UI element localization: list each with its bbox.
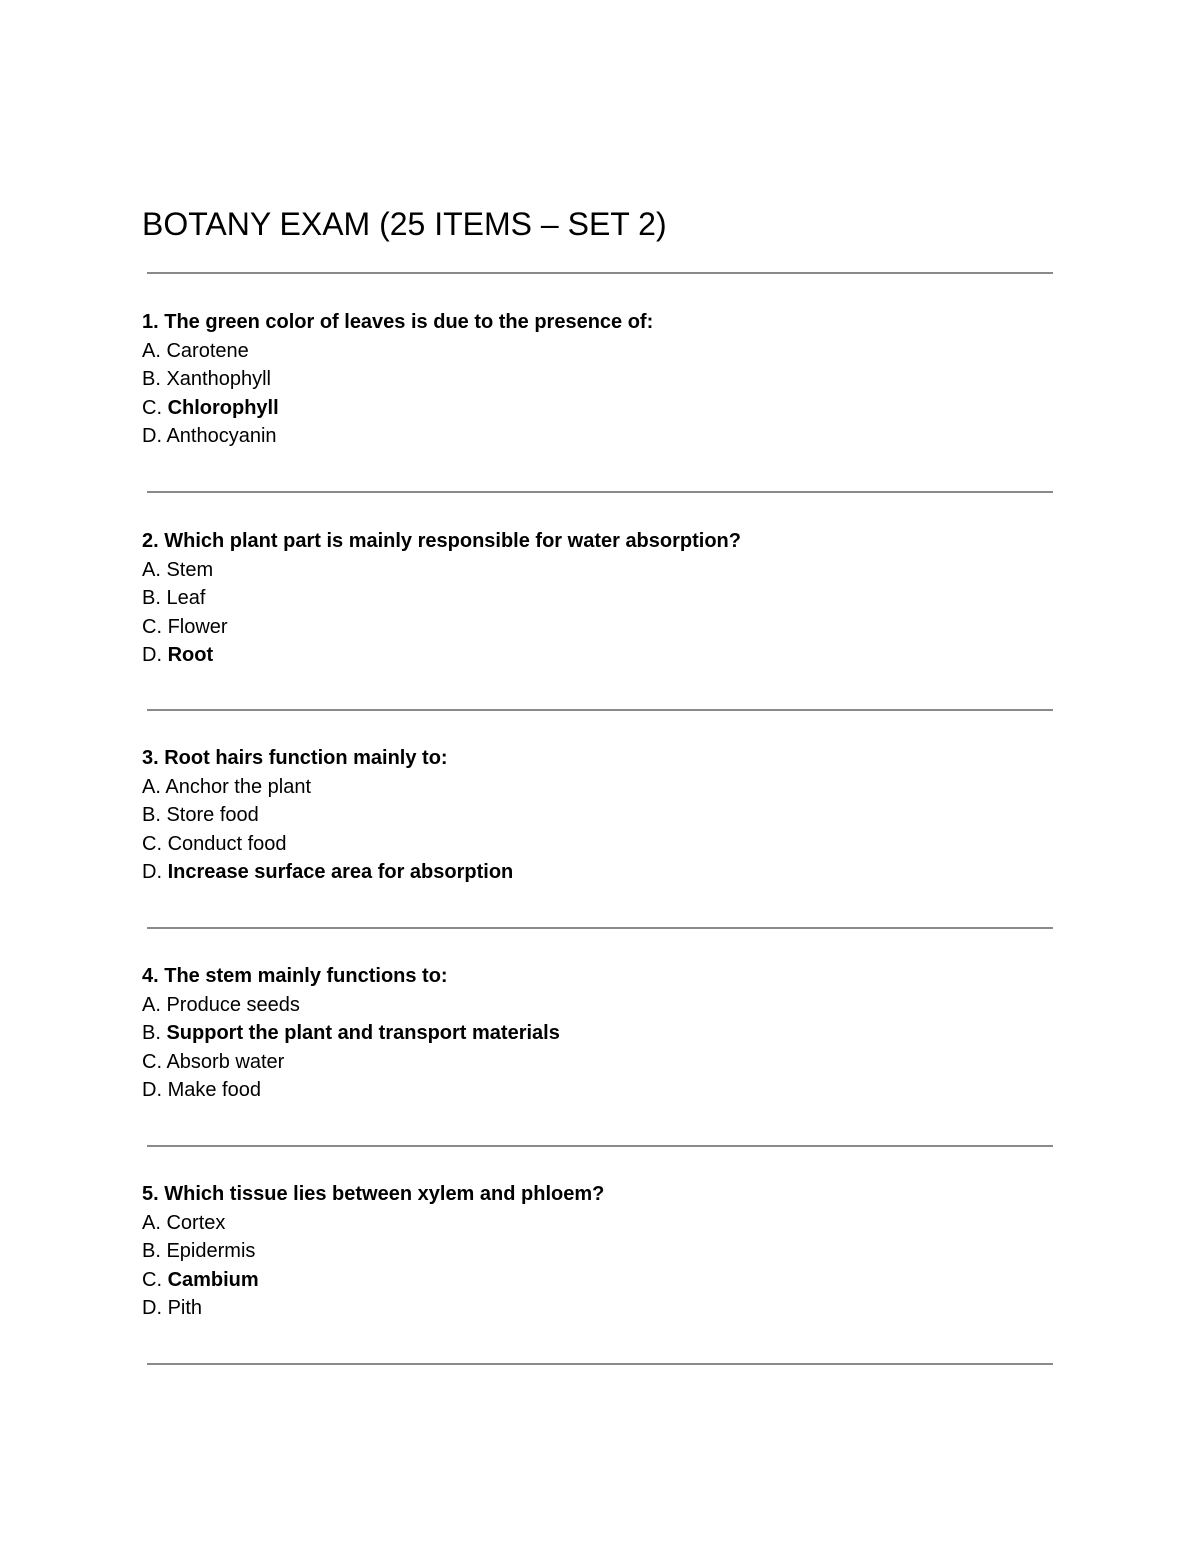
option-letter: D. bbox=[142, 1297, 162, 1320]
option-d-correct-answer bbox=[142, 858, 1082, 887]
question-3 bbox=[142, 744, 1082, 887]
option-letter: C. bbox=[142, 832, 162, 855]
option-letter: C. bbox=[142, 1268, 162, 1291]
option-text: Stem bbox=[166, 558, 214, 581]
option-d-correct-answer bbox=[142, 641, 1082, 670]
question-1 bbox=[142, 308, 1082, 451]
question-stem: 2. Which plant part is mainly responsible for water absorption? bbox=[142, 530, 741, 552]
option-letter: D. bbox=[142, 425, 162, 448]
option-letter: D. bbox=[142, 644, 162, 667]
option-text: Flower bbox=[167, 615, 228, 638]
option-letter: B. bbox=[142, 587, 161, 610]
option-c bbox=[142, 613, 1082, 642]
option-a bbox=[142, 556, 1082, 585]
option-a bbox=[142, 1209, 1082, 1238]
option-letter: D. bbox=[142, 861, 162, 884]
option-b-correct-answer bbox=[142, 1019, 1082, 1048]
question-stem: 3. Root hairs function mainly to: bbox=[142, 747, 448, 769]
option-letter: C. bbox=[142, 1050, 162, 1073]
option-a bbox=[142, 337, 1082, 366]
option-b bbox=[142, 365, 1082, 394]
option-b bbox=[142, 584, 1082, 613]
option-text: Increase surface area for absorption bbox=[167, 861, 514, 884]
option-text: Carotene bbox=[166, 339, 249, 362]
option-b bbox=[142, 1237, 1082, 1266]
option-letter: B. bbox=[142, 1022, 161, 1045]
option-text: Cambium bbox=[167, 1268, 259, 1291]
option-c-correct-answer bbox=[142, 394, 1082, 423]
option-c bbox=[142, 830, 1082, 859]
option-c bbox=[142, 1048, 1082, 1077]
question-5 bbox=[142, 1180, 1082, 1323]
option-letter: A. bbox=[142, 558, 161, 581]
answer-options bbox=[142, 1209, 1082, 1323]
option-text: Leaf bbox=[166, 587, 206, 610]
option-letter: B. bbox=[142, 804, 161, 827]
option-text: Absorb water bbox=[166, 1050, 285, 1073]
question-stem: 4. The stem mainly functions to: bbox=[142, 965, 448, 987]
answer-options bbox=[142, 773, 1082, 887]
answer-options bbox=[142, 991, 1082, 1105]
option-d bbox=[142, 422, 1082, 451]
divider bbox=[147, 927, 1053, 929]
option-text: Support the plant and transport materials bbox=[166, 1022, 560, 1045]
option-text: Anchor the plant bbox=[165, 775, 312, 798]
option-letter: C. bbox=[142, 615, 162, 638]
option-letter: A. bbox=[142, 775, 161, 798]
divider bbox=[147, 491, 1053, 493]
divider bbox=[147, 709, 1053, 711]
page-title: BOTANY EXAM (25 ITEMS – SET 2) bbox=[142, 206, 667, 242]
option-letter: B. bbox=[142, 1240, 161, 1263]
option-text: Store food bbox=[166, 804, 259, 827]
option-text: Conduct food bbox=[167, 832, 287, 855]
option-letter: A. bbox=[142, 339, 161, 362]
option-letter: C. bbox=[142, 396, 162, 419]
option-a bbox=[142, 773, 1082, 802]
option-text: Epidermis bbox=[166, 1240, 256, 1263]
option-letter: B. bbox=[142, 368, 161, 391]
divider bbox=[147, 1145, 1053, 1147]
question-stem: 5. Which tissue lies between xylem and phloem? bbox=[142, 1183, 605, 1205]
option-text: Anthocyanin bbox=[166, 425, 277, 448]
option-a bbox=[142, 991, 1082, 1020]
answer-options bbox=[142, 337, 1082, 451]
option-text: Root bbox=[167, 644, 214, 667]
option-letter: A. bbox=[142, 993, 161, 1016]
divider bbox=[147, 272, 1053, 274]
option-text: Make food bbox=[167, 1079, 261, 1102]
option-d bbox=[142, 1294, 1082, 1323]
option-text: Cortex bbox=[166, 1211, 226, 1234]
option-text: Produce seeds bbox=[166, 993, 300, 1016]
question-4 bbox=[142, 962, 1082, 1105]
option-text: Xanthophyll bbox=[166, 368, 271, 391]
divider bbox=[147, 1363, 1053, 1365]
option-text: Pith bbox=[167, 1297, 203, 1320]
option-c-correct-answer bbox=[142, 1266, 1082, 1295]
option-letter: A. bbox=[142, 1211, 161, 1234]
option-b bbox=[142, 801, 1082, 830]
question-2 bbox=[142, 527, 1082, 670]
question-stem: 1. The green color of leaves is due to the presence of: bbox=[142, 311, 654, 333]
option-letter: D. bbox=[142, 1079, 162, 1102]
answer-options bbox=[142, 556, 1082, 670]
option-text: Chlorophyll bbox=[167, 396, 279, 419]
option-d bbox=[142, 1076, 1082, 1105]
